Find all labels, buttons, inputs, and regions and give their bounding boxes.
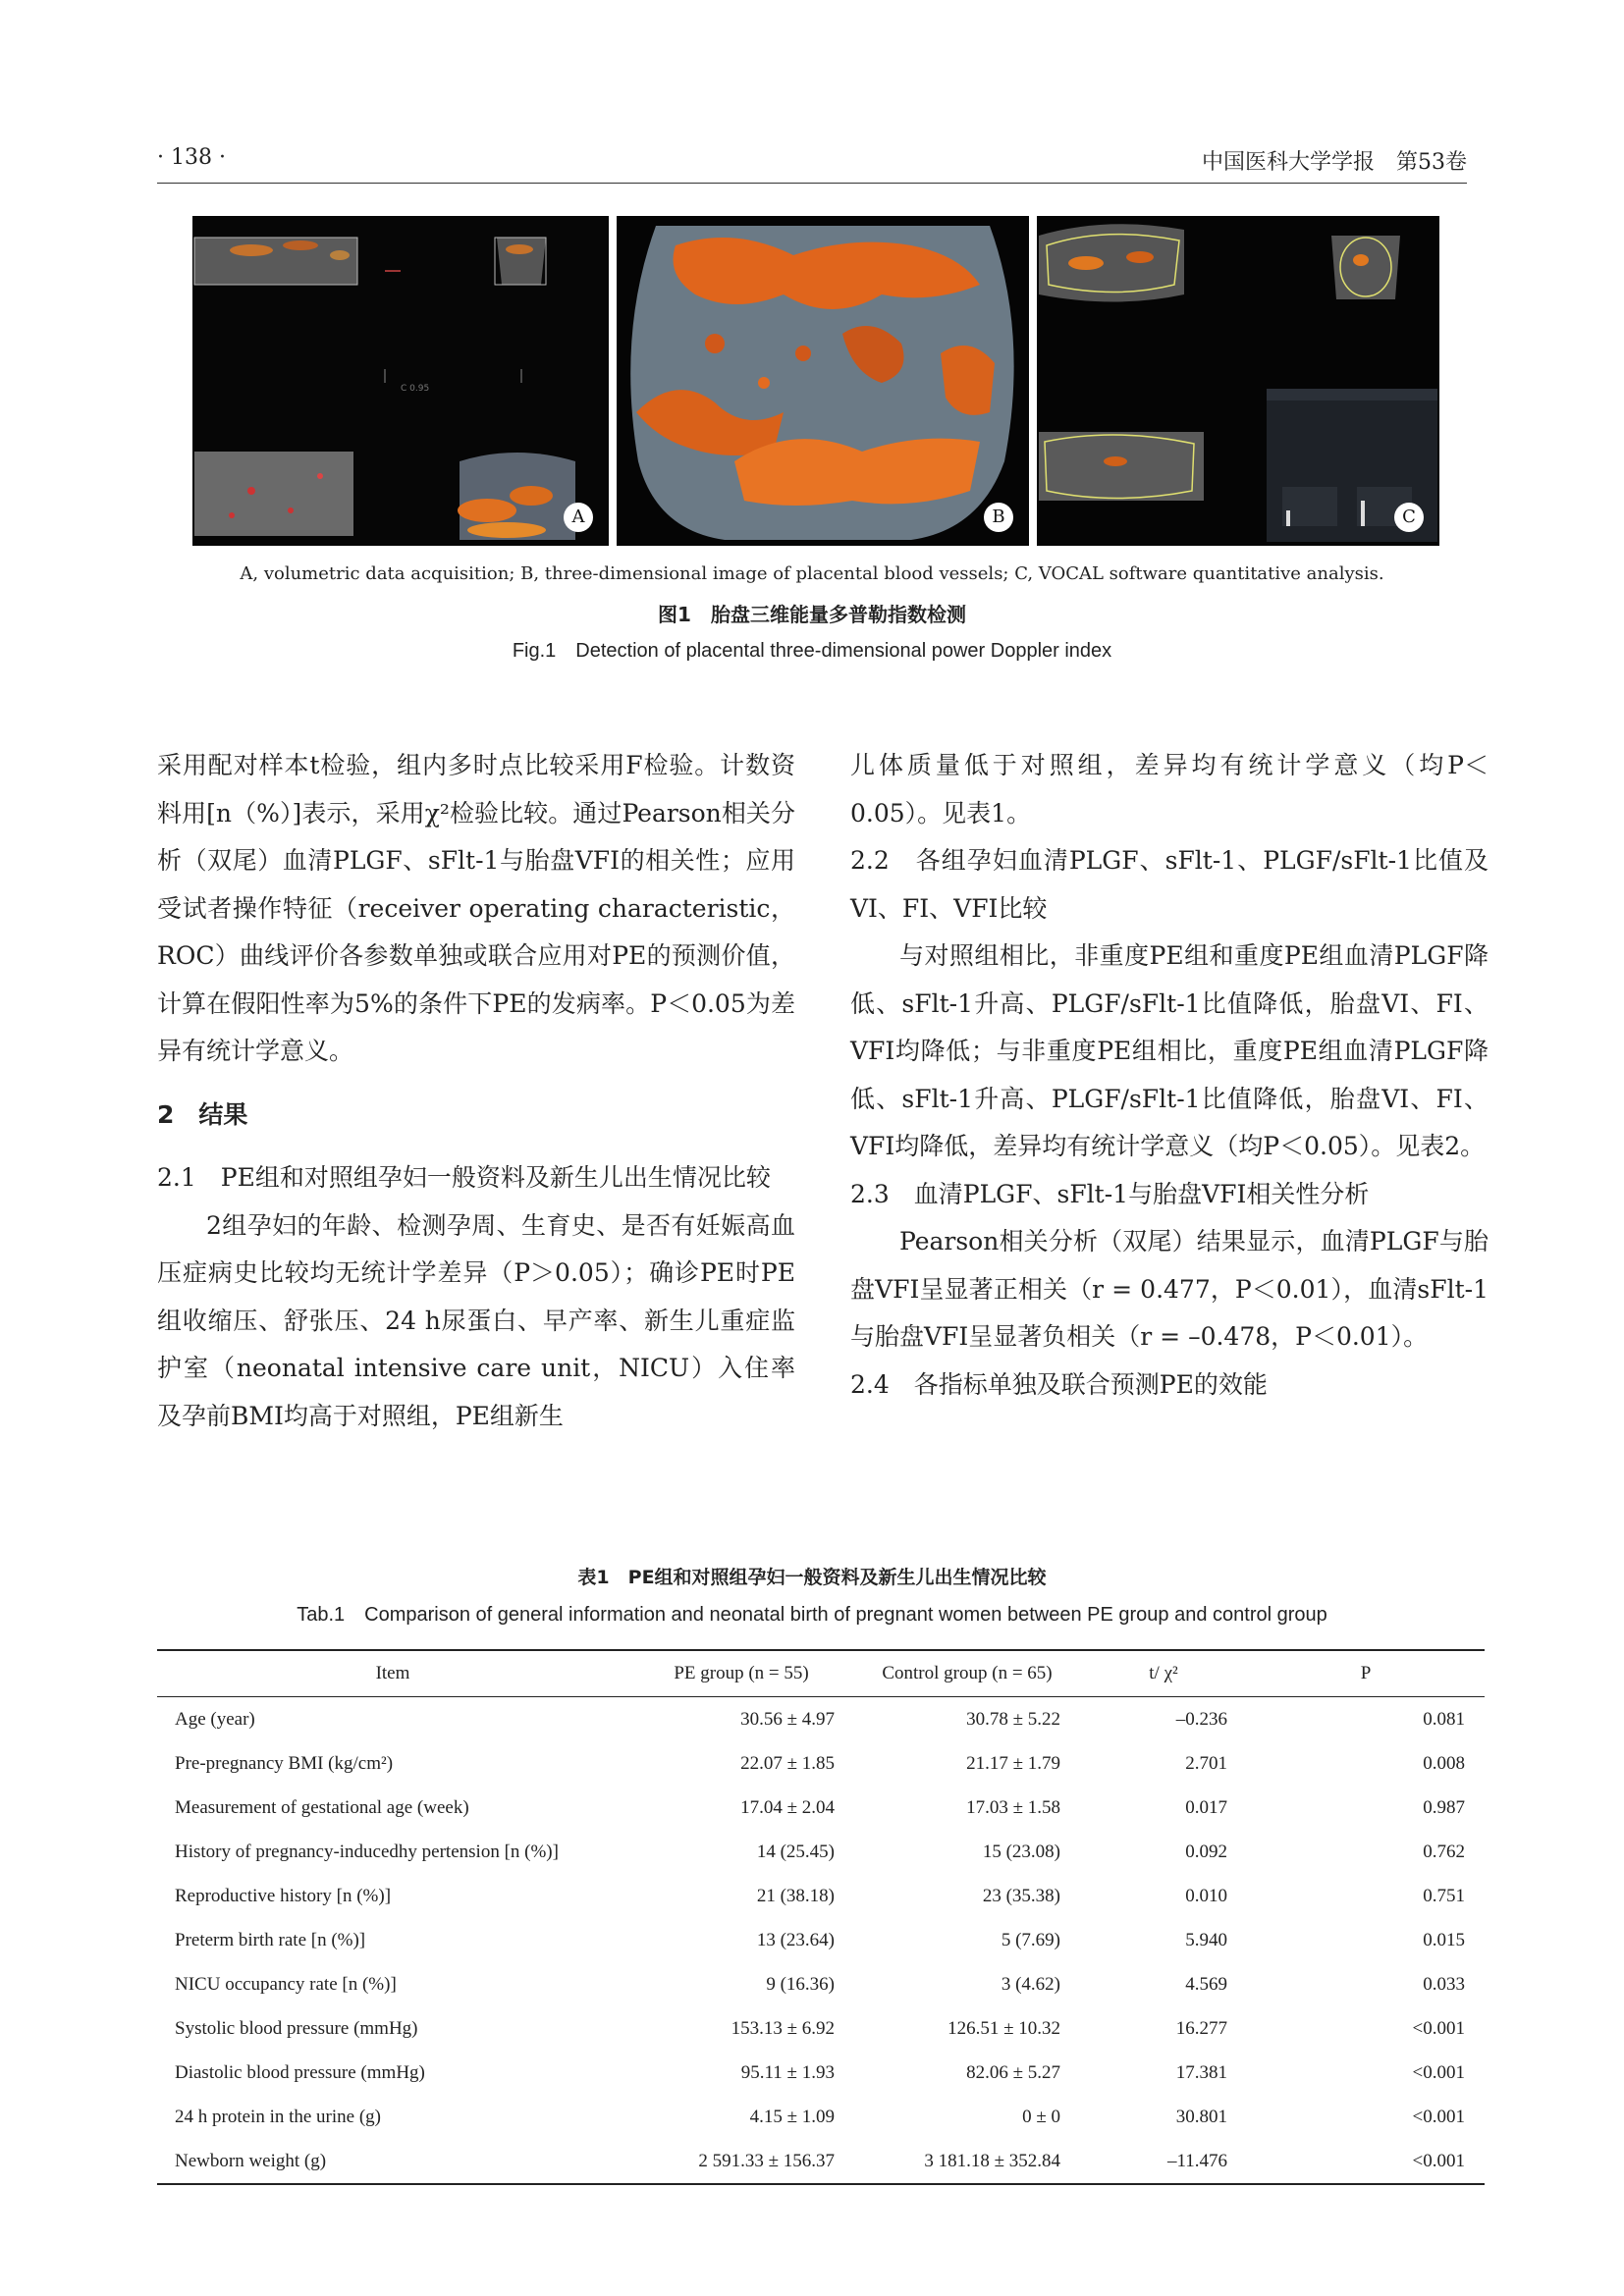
table-cell: –11.476 xyxy=(1166,2150,1227,2171)
figure-panel-c xyxy=(1037,216,1439,546)
table-row xyxy=(157,1697,1485,1742)
subsection-heading-2-2: 2.2 各组孕妇血清PLGF、sFlt-1、PLGF/sFlt-1比值及VI、FI、VFI比较 xyxy=(850,846,1489,923)
right-column xyxy=(850,742,1489,1409)
table-cell: 4.569 xyxy=(1185,1973,1227,1995)
subsection-heading-2-4: 2.4 各指标单独及联合预测PE的效能 xyxy=(850,1369,1268,1399)
table-row xyxy=(157,1741,1485,1786)
table-cell: 5.940 xyxy=(1185,1929,1227,1950)
figure-1 xyxy=(192,216,1439,546)
subsection-heading-2-1: 2.1 PE组和对照组孕妇一般资料及新生儿出生情况比较 xyxy=(157,1163,771,1192)
results-paragraph-2-3: Pearson相关分析（双尾）结果显示，血清PLGF与胎盘VFI呈显著正相关（r = 0.477，P＜0.01），血清sFlt-1与胎盘VFI呈显著负相关（r = –0.478，P＜0.01）。 xyxy=(850,1227,1489,1351)
table-cell: 13 (23.64) xyxy=(756,1929,835,1950)
table-cell: <0.001 xyxy=(1412,2106,1465,2127)
table-caption-en: Tab.1 Comparison of general information and neonatal birth of pregnant women between PE group and control group xyxy=(297,1604,1327,1626)
vocal-software-analysis-image xyxy=(1037,216,1439,546)
page-header xyxy=(157,143,1467,184)
figure-subcaption: A, volumetric data acquisition; B, three-dimensional image of placental blood vessels; C, VOCAL software quantitative analysis. xyxy=(240,563,1384,584)
table-row xyxy=(157,2095,1485,2139)
table-cell: 0.987 xyxy=(1423,1796,1465,1818)
table-cell: 30.801 xyxy=(1175,2106,1227,2127)
panel-label-c: C xyxy=(1394,503,1424,532)
table-cell: 82.06 ± 5.27 xyxy=(966,2061,1060,2083)
figure-panel-a xyxy=(192,216,609,546)
left-column xyxy=(157,742,795,1440)
table-cell: 0.751 xyxy=(1423,1885,1465,1906)
placental-vessel-3d-image xyxy=(617,216,1029,546)
results-paragraph-2-1-cont: 儿体质量低于对照组，差异均有统计学意义（均P＜0.05）。见表1。 xyxy=(850,751,1489,828)
table-cell: 0.008 xyxy=(1423,1752,1465,1774)
table-row xyxy=(157,1918,1485,1962)
table-cell: Measurement of gestational age (week) xyxy=(175,1796,469,1818)
journal-title: 中国医科大学学报 第53卷 xyxy=(1202,150,1467,175)
subsection-heading-2-3: 2.3 血清PLGF、sFlt-1与胎盘VFI相关性分析 xyxy=(850,1179,1370,1208)
figure-panel-b xyxy=(617,216,1029,546)
panel-label-b: B xyxy=(984,503,1013,532)
table-cell: 30.78 ± 5.22 xyxy=(966,1708,1060,1730)
panel-label-a: A xyxy=(564,503,593,532)
column-header-control-group: Control group (n = 65) xyxy=(882,1663,1053,1683)
table-cell: 4.15 ± 1.09 xyxy=(749,2106,835,2127)
table-cell: Pre-pregnancy BMI (kg/cm²) xyxy=(175,1752,394,1774)
page-number: · 138 · xyxy=(157,145,226,170)
figure-caption-cn: 图1 胎盘三维能量多普勒指数检测 xyxy=(658,603,966,626)
table-row xyxy=(157,1830,1485,1874)
ultrasound-volume-acquisition-image xyxy=(192,216,609,546)
table-cell: 14 (25.45) xyxy=(756,1841,835,1862)
table-cell: 22.07 ± 1.85 xyxy=(740,1752,835,1774)
table-cell: Reproductive history [n (%)] xyxy=(175,1885,392,1906)
table-cell: 0.081 xyxy=(1423,1708,1465,1730)
figure-caption-en: Fig.1 Detection of placental three-dimensional power Doppler index xyxy=(512,640,1112,662)
table-cell: 153.13 ± 6.92 xyxy=(731,2017,835,2039)
table-row xyxy=(157,2006,1485,2051)
table-cell: Newborn weight (g) xyxy=(175,2150,327,2171)
methods-paragraph: 采用配对样本t检验，组内多时点比较采用F检验。计数资料用[n（%）]表示，采用χ²检验比较。通过Pearson相关分析（双尾）血清PLGF、sFlt-1与胎盘VFI的相关性；应用受试者操作特征（receiver operating characteristic，ROC）曲线评价各参数单独或联合应用对PE的预测价值，计算在假阳性率为5%的条件下PE的发病率。P＜0.05为差异有统计学意义。 xyxy=(157,751,795,1065)
table-cell: Diastolic blood pressure (mmHg) xyxy=(175,2061,425,2083)
table-cell: 15 (23.08) xyxy=(982,1841,1060,1862)
table-cell: 0 ± 0 xyxy=(1022,2106,1060,2127)
table-cell: Systolic blood pressure (mmHg) xyxy=(175,2017,418,2039)
table-cell: History of pregnancy-inducedhy pertension [n (%)] xyxy=(175,1841,559,1862)
table-cell: 17.03 ± 1.58 xyxy=(966,1796,1060,1818)
section-heading-results: 2 结果 xyxy=(157,1099,248,1129)
table-cell: 0.762 xyxy=(1423,1841,1465,1862)
table-cell: NICU occupancy rate [n (%)] xyxy=(175,1973,397,1995)
table-cell: 3 181.18 ± 352.84 xyxy=(924,2150,1060,2171)
svg-text:C 0.95: C 0.95 xyxy=(401,384,430,394)
table-row xyxy=(157,1962,1485,2006)
table-cell: 21 (38.18) xyxy=(756,1885,835,1906)
table-cell: 17.381 xyxy=(1175,2061,1227,2083)
column-header-item: Item xyxy=(375,1663,410,1683)
table-cell: 23 (35.38) xyxy=(982,1885,1060,1906)
results-paragraph-2-2: 与对照组相比，非重度PE组和重度PE组血清PLGF降低、sFlt-1升高、PLGF/sFlt-1比值降低，胎盘VI、FI、VFI均降低；与非重度PE组相比，重度PE组血清PLGF降低、sFlt-1升高、PLGF/sFlt-1比值降低，胎盘VI、FI、VFI均降低，差异均有统计学意义（均P＜0.05）。见表2。 xyxy=(850,941,1489,1160)
table-caption-cn: 表1 PE组和对照组孕妇一般资料及新生儿出生情况比较 xyxy=(577,1567,1047,1588)
table-cell: –0.236 xyxy=(1175,1708,1227,1730)
table-cell: Age (year) xyxy=(175,1708,255,1730)
table-cell: 126.51 ± 10.32 xyxy=(947,2017,1060,2039)
table-cell: 2.701 xyxy=(1185,1752,1227,1774)
table-cell: 0.033 xyxy=(1423,1973,1465,1995)
table-cell: 95.11 ± 1.93 xyxy=(740,2061,835,2083)
table-row xyxy=(157,2051,1485,2095)
table-cell: 5 (7.69) xyxy=(1001,1929,1060,1950)
table-cell: 0.010 xyxy=(1185,1885,1227,1906)
table-cell: 30.56 ± 4.97 xyxy=(740,1708,835,1730)
table-cell: 24 h protein in the urine (g) xyxy=(175,2106,382,2127)
table-cell: Preterm birth rate [n (%)] xyxy=(175,1929,366,1950)
table-row xyxy=(157,1786,1485,1830)
column-header-statistic: t/ χ² xyxy=(1149,1663,1178,1683)
table-cell: 0.015 xyxy=(1423,1929,1465,1950)
table-cell: 2 591.33 ± 156.37 xyxy=(698,2150,835,2171)
table-cell: 17.04 ± 2.04 xyxy=(740,1796,835,1818)
results-paragraph-2-1: 2组孕妇的年龄、检测孕周、生育史、是否有妊娠高血压症病史比较均无统计学差异（P＞0.05）；确诊PE时PE组收缩压、舒张压、24 h尿蛋白、早产率、新生儿重症监护室（neonatal intensive care unit，NICU）入住率及孕前BMI均高于对照组，PE组新生 xyxy=(157,1210,795,1430)
table-cell: <0.001 xyxy=(1412,2150,1465,2171)
table-cell: 0.017 xyxy=(1185,1796,1227,1818)
column-header-p: P xyxy=(1360,1663,1372,1683)
table-cell: 3 (4.62) xyxy=(1001,1973,1060,1995)
table-cell: <0.001 xyxy=(1412,2061,1465,2083)
column-header-pe-group: PE group (n = 55) xyxy=(674,1663,809,1683)
table-cell: 16.277 xyxy=(1175,2017,1227,2039)
table-cell: 0.092 xyxy=(1185,1841,1227,1862)
table-row xyxy=(157,1874,1485,1918)
table-1 xyxy=(157,1649,1485,2185)
table-cell: 21.17 ± 1.79 xyxy=(966,1752,1060,1774)
table-row xyxy=(157,2139,1485,2184)
table-header-row xyxy=(157,1650,1485,1697)
table-cell: 9 (16.36) xyxy=(766,1973,835,1995)
table-cell: <0.001 xyxy=(1412,2017,1465,2039)
